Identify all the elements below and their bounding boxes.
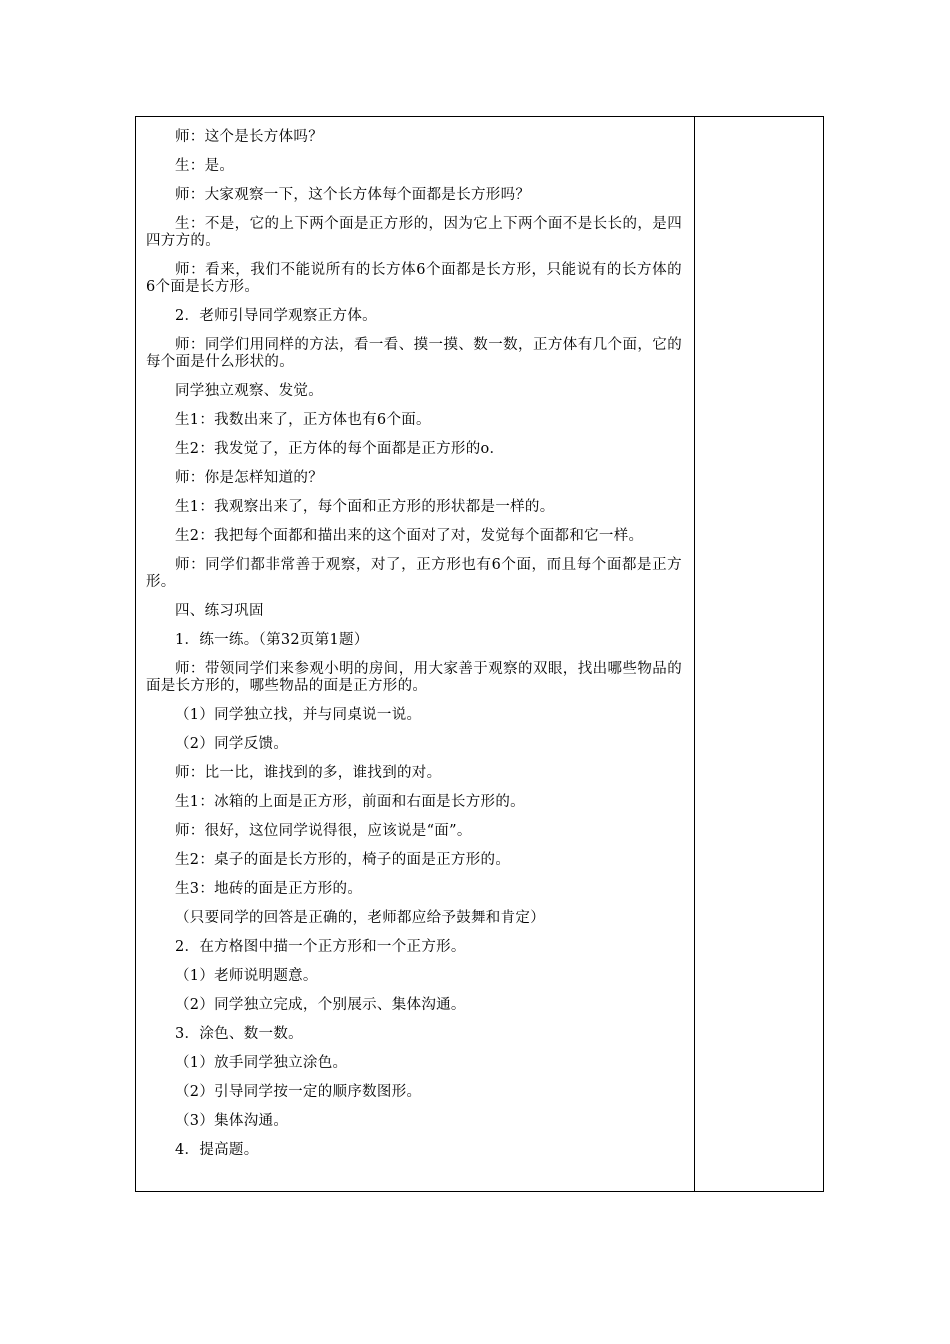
paragraph: （2）同学独立完成，个别展示、集体沟通。 [175,997,466,1013]
section-heading: 四、练习巩固 [175,603,264,619]
paragraph: 3．涂色、数一数。 [175,1026,303,1042]
paragraph: 师：你是怎样知道的？ [175,470,323,486]
paragraph: （1）同学独立找，并与同桌说一说。 [175,707,422,723]
paragraph: （3）集体沟通。 [175,1113,289,1129]
paragraph: 生：是。 [175,158,235,174]
paragraph: 生1：冰箱的上面是正方形，前面和右面是长方形的。 [175,794,525,810]
paragraph: （1）老师说明题意。 [175,968,318,984]
paragraph: 生1：我数出来了，正方体也有6个面。 [175,412,431,428]
paragraph: 2．老师引导同学观察正方体。 [175,308,377,324]
paragraph: 师：比一比，谁找到的多，谁找到的对。 [175,765,442,781]
paragraph: 2．在方格图中描一个正方形和一个正方形。 [175,939,466,955]
notes-cell [695,117,823,1191]
lesson-content-cell [136,117,695,1191]
paragraph: 师：这个是长方体吗？ [175,129,323,145]
paragraph: （2）同学反馈。 [175,736,289,752]
paragraph: 师：很好，这位同学说得很，应该说是“面”。 [175,823,472,839]
paragraph: 师：同学们都非常善于观察，对了，正方形也有6个面，而且每个面都是正方形。 [146,557,682,590]
paragraph: 师：同学们用同样的方法，看一看、摸一摸、数一数，正方体有几个面，它的每个面是什么形状的。 [146,337,682,370]
paragraph: 师：带领同学们来参观小明的房间，用大家善于观察的双眼，找出哪些物品的面是长方形的，哪些物品的面是正方形的。 [146,661,682,694]
paragraph: 生2：我把每个面都和描出来的这个面对了对，发觉每个面都和它一样。 [175,528,644,544]
paragraph: 生：不是，它的上下两个面是正方形的，因为它上下两个面不是长长的，是四四方方的。 [146,216,682,249]
paragraph: 同学独立观察、发觉。 [175,383,323,399]
paragraph: 师：大家观察一下，这个长方体每个面都是长方形吗？ [175,187,531,203]
paragraph: （1）放手同学独立涂色。 [175,1055,348,1071]
paragraph: 生1：我观察出来了，每个面和正方形的形状都是一样的。 [175,499,555,515]
lesson-table [135,116,824,1192]
paragraph: 生2：桌子的面是长方形的，椅子的面是正方形的。 [175,852,511,868]
paragraph: 1．练一练。（第32页第1题） [175,632,369,648]
paragraph: 4．提高题。 [175,1142,259,1158]
paragraph: （只要同学的回答是正确的，老师都应给予鼓舞和肯定） [175,910,545,926]
paragraph: 生3：地砖的面是正方形的。 [175,881,363,897]
lesson-text [146,129,682,1171]
paragraph: 生2：我发觉了，正方体的每个面都是正方形的o． [175,441,505,457]
paragraph: （2）引导同学按一定的顺序数图形。 [175,1084,422,1100]
paragraph: 师：看来，我们不能说所有的长方体6个面都是长方形，只能说有的长方体的6个面是长方形。 [146,262,682,295]
